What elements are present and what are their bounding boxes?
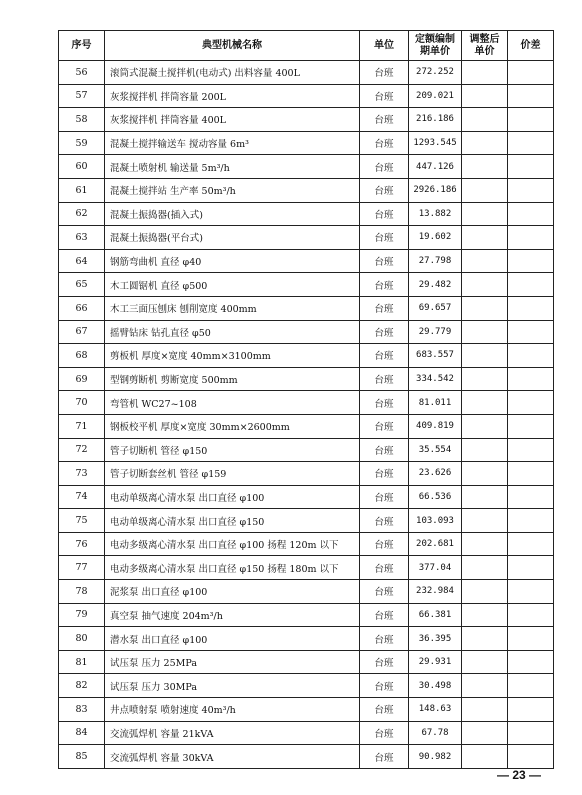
difference-cell [508, 462, 554, 486]
header-name: 典型机械名称 [105, 31, 360, 61]
row-number: 69 [59, 367, 105, 391]
difference-cell [508, 627, 554, 651]
row-number: 76 [59, 532, 105, 556]
base-price-cell: 103.093 [409, 509, 462, 533]
table-row [59, 202, 554, 226]
base-price-cell: 334.542 [409, 367, 462, 391]
row-number: 65 [59, 273, 105, 297]
row-number: 77 [59, 556, 105, 580]
row-number: 57 [59, 84, 105, 108]
difference-cell [508, 603, 554, 627]
machine-name: 木工圆锯机 直径 φ500 [105, 273, 360, 297]
table-row [59, 108, 554, 132]
machine-name: 泥浆泵 出口直径 φ100 [105, 580, 360, 604]
machine-name: 井点喷射泵 喷射速度 40m³/h [105, 698, 360, 722]
difference-cell [508, 698, 554, 722]
table-row [59, 226, 554, 250]
machine-name: 弯管机 WC27~108 [105, 391, 360, 415]
table-row [59, 61, 554, 85]
unit-cell: 台班 [360, 532, 409, 556]
difference-cell [508, 178, 554, 202]
adjusted-price-cell [462, 178, 508, 202]
table-row [59, 367, 554, 391]
unit-cell: 台班 [360, 603, 409, 627]
row-number: 81 [59, 650, 105, 674]
machine-name: 管子切断机 管径 φ150 [105, 438, 360, 462]
unit-cell: 台班 [360, 249, 409, 273]
row-number: 58 [59, 108, 105, 132]
unit-cell: 台班 [360, 61, 409, 85]
adjusted-price-cell [462, 462, 508, 486]
machine-name: 混凝土振捣器(平台式) [105, 226, 360, 250]
header-adj-line1: 调整后 [469, 33, 500, 45]
table-row [59, 178, 554, 202]
row-number: 60 [59, 155, 105, 179]
table-row [59, 273, 554, 297]
table-row [59, 462, 554, 486]
row-number: 75 [59, 509, 105, 533]
base-price-cell: 148.63 [409, 698, 462, 722]
unit-cell: 台班 [360, 84, 409, 108]
machine-name: 交流弧焊机 容量 21kVA [105, 721, 360, 745]
machine-name: 滚筒式混凝土搅拌机(电动式) 出料容量 400L [105, 61, 360, 85]
difference-cell [508, 84, 554, 108]
row-number: 64 [59, 249, 105, 273]
adjusted-price-cell [462, 202, 508, 226]
row-number: 71 [59, 414, 105, 438]
adjusted-price-cell [462, 650, 508, 674]
unit-cell: 台班 [360, 485, 409, 509]
machine-name: 灰浆搅拌机 拌筒容量 400L [105, 108, 360, 132]
table-row [59, 674, 554, 698]
unit-cell: 台班 [360, 580, 409, 604]
unit-cell: 台班 [360, 226, 409, 250]
base-price-cell: 272.252 [409, 61, 462, 85]
base-price-cell: 202.681 [409, 532, 462, 556]
table-row [59, 745, 554, 769]
unit-cell: 台班 [360, 391, 409, 415]
unit-cell: 台班 [360, 320, 409, 344]
table-row [59, 155, 554, 179]
machine-name: 钢筋弯曲机 直径 φ40 [105, 249, 360, 273]
row-number: 85 [59, 745, 105, 769]
machine-name: 试压泵 压力 25MPa [105, 650, 360, 674]
machine-name: 潜水泵 出口直径 φ100 [105, 627, 360, 651]
base-price-cell: 27.798 [409, 249, 462, 273]
adjusted-price-cell [462, 155, 508, 179]
base-price-cell: 19.602 [409, 226, 462, 250]
unit-cell: 台班 [360, 414, 409, 438]
adjusted-price-cell [462, 367, 508, 391]
difference-cell [508, 249, 554, 273]
difference-cell [508, 485, 554, 509]
base-price-cell: 90.982 [409, 745, 462, 769]
table-row [59, 650, 554, 674]
row-number: 67 [59, 320, 105, 344]
base-price-cell: 13.882 [409, 202, 462, 226]
table-row [59, 320, 554, 344]
base-price-cell: 29.931 [409, 650, 462, 674]
row-number: 68 [59, 344, 105, 368]
adjusted-price-cell [462, 627, 508, 651]
unit-cell: 台班 [360, 438, 409, 462]
unit-cell: 台班 [360, 509, 409, 533]
adjusted-price-cell [462, 131, 508, 155]
machine-name: 管子切断套丝机 管径 φ159 [105, 462, 360, 486]
difference-cell [508, 131, 554, 155]
row-number: 63 [59, 226, 105, 250]
adjusted-price-cell [462, 249, 508, 273]
base-price-cell: 67.78 [409, 721, 462, 745]
base-price-cell: 35.554 [409, 438, 462, 462]
table-row [59, 84, 554, 108]
adjusted-price-cell [462, 273, 508, 297]
unit-cell: 台班 [360, 745, 409, 769]
machine-name: 剪板机 厚度×宽度 40mm×3100mm [105, 344, 360, 368]
header-price-line2: 期单价 [420, 45, 450, 57]
base-price-cell: 30.498 [409, 674, 462, 698]
difference-cell [508, 509, 554, 533]
machine-name: 试压泵 压力 30MPa [105, 674, 360, 698]
row-number: 79 [59, 603, 105, 627]
row-number: 61 [59, 178, 105, 202]
adjusted-price-cell [462, 580, 508, 604]
difference-cell [508, 108, 554, 132]
base-price-cell: 216.186 [409, 108, 462, 132]
difference-cell [508, 414, 554, 438]
row-number: 74 [59, 485, 105, 509]
table-row [59, 249, 554, 273]
difference-cell [508, 202, 554, 226]
adjusted-price-cell [462, 509, 508, 533]
machine-name: 电动单级离心清水泵 出口直径 φ150 [105, 509, 360, 533]
machine-name: 摇臂钻床 钻孔直径 φ50 [105, 320, 360, 344]
unit-cell: 台班 [360, 202, 409, 226]
base-price-cell: 209.021 [409, 84, 462, 108]
adjusted-price-cell [462, 485, 508, 509]
row-number: 73 [59, 462, 105, 486]
unit-cell: 台班 [360, 178, 409, 202]
header-adj-line2: 单价 [474, 45, 495, 57]
table-row [59, 391, 554, 415]
difference-cell [508, 273, 554, 297]
base-price-cell: 36.395 [409, 627, 462, 651]
unit-cell: 台班 [360, 296, 409, 320]
base-price-cell: 81.011 [409, 391, 462, 415]
unit-cell: 台班 [360, 556, 409, 580]
machine-name: 交流弧焊机 容量 30kVA [105, 745, 360, 769]
difference-cell [508, 61, 554, 85]
base-price-cell: 66.536 [409, 485, 462, 509]
base-price-cell: 447.126 [409, 155, 462, 179]
base-price-cell: 29.779 [409, 320, 462, 344]
unit-cell: 台班 [360, 344, 409, 368]
unit-cell: 台班 [360, 155, 409, 179]
difference-cell [508, 367, 554, 391]
difference-cell [508, 226, 554, 250]
adjusted-price-cell [462, 721, 508, 745]
unit-cell: 台班 [360, 650, 409, 674]
unit-cell: 台班 [360, 698, 409, 722]
header-price-line1: 定额编制 [415, 33, 455, 45]
table-row [59, 721, 554, 745]
adjusted-price-cell [462, 556, 508, 580]
adjusted-price-cell [462, 532, 508, 556]
difference-cell [508, 556, 554, 580]
unit-cell: 台班 [360, 462, 409, 486]
adjusted-price-cell [462, 320, 508, 344]
adjusted-price-cell [462, 603, 508, 627]
table-row [59, 698, 554, 722]
unit-cell: 台班 [360, 721, 409, 745]
machine-name: 混凝土搅拌输送车 搅动容量 6m³ [105, 131, 360, 155]
row-number: 82 [59, 674, 105, 698]
unit-cell: 台班 [360, 674, 409, 698]
adjusted-price-cell [462, 391, 508, 415]
table-row [59, 485, 554, 509]
machine-name: 型钢剪断机 剪断宽度 500mm [105, 367, 360, 391]
header-unit: 单位 [360, 31, 409, 61]
adjusted-price-cell [462, 745, 508, 769]
table-row [59, 438, 554, 462]
row-number: 56 [59, 61, 105, 85]
base-price-cell: 23.626 [409, 462, 462, 486]
table-row [59, 580, 554, 604]
adjusted-price-cell [462, 674, 508, 698]
table-row [59, 556, 554, 580]
difference-cell [508, 155, 554, 179]
unit-cell: 台班 [360, 627, 409, 651]
table-row [59, 627, 554, 651]
unit-cell: 台班 [360, 131, 409, 155]
row-number: 83 [59, 698, 105, 722]
machine-name: 钢板校平机 厚度×宽度 30mm×2600mm [105, 414, 360, 438]
machine-name: 真空泵 抽气速度 204m³/h [105, 603, 360, 627]
adjusted-price-cell [462, 84, 508, 108]
header-difference: 价差 [508, 31, 554, 61]
adjusted-price-cell [462, 108, 508, 132]
machine-name: 灰浆搅拌机 拌筒容量 200L [105, 84, 360, 108]
difference-cell [508, 438, 554, 462]
adjusted-price-cell [462, 438, 508, 462]
header-no: 序号 [59, 31, 105, 61]
table-row [59, 603, 554, 627]
difference-cell [508, 721, 554, 745]
table-row [59, 131, 554, 155]
base-price-cell: 409.819 [409, 414, 462, 438]
unit-cell: 台班 [360, 108, 409, 132]
machine-name: 电动单级离心清水泵 出口直径 φ100 [105, 485, 360, 509]
difference-cell [508, 344, 554, 368]
machine-name: 混凝土喷射机 输送量 5m³/h [105, 155, 360, 179]
header-adjusted-price [462, 31, 508, 61]
difference-cell [508, 650, 554, 674]
machine-name: 电动多级离心清水泵 出口直径 φ100 扬程 120m 以下 [105, 532, 360, 556]
row-number: 59 [59, 131, 105, 155]
adjusted-price-cell [462, 698, 508, 722]
row-number: 78 [59, 580, 105, 604]
table-row [59, 509, 554, 533]
machine-name: 木工三面压刨床 刨削宽度 400mm [105, 296, 360, 320]
adjusted-price-cell [462, 296, 508, 320]
adjusted-price-cell [462, 61, 508, 85]
base-price-cell: 29.482 [409, 273, 462, 297]
table-body [59, 61, 554, 769]
table-row [59, 414, 554, 438]
machine-name: 混凝土搅拌站 生产率 50m³/h [105, 178, 360, 202]
difference-cell [508, 745, 554, 769]
row-number: 62 [59, 202, 105, 226]
adjusted-price-cell [462, 226, 508, 250]
base-price-cell: 683.557 [409, 344, 462, 368]
header-price [409, 31, 462, 61]
difference-cell [508, 391, 554, 415]
page-number: — 23 — [497, 768, 542, 782]
machinery-price-table [58, 30, 554, 769]
base-price-cell: 377.04 [409, 556, 462, 580]
difference-cell [508, 320, 554, 344]
row-number: 72 [59, 438, 105, 462]
machine-name: 混凝土振捣器(插入式) [105, 202, 360, 226]
row-number: 66 [59, 296, 105, 320]
table-row [59, 344, 554, 368]
adjusted-price-cell [462, 344, 508, 368]
base-price-cell: 232.984 [409, 580, 462, 604]
row-number: 84 [59, 721, 105, 745]
base-price-cell: 69.657 [409, 296, 462, 320]
row-number: 80 [59, 627, 105, 651]
base-price-cell: 1293.545 [409, 131, 462, 155]
machine-name: 电动多级离心清水泵 出口直径 φ150 扬程 180m 以下 [105, 556, 360, 580]
table-row [59, 296, 554, 320]
unit-cell: 台班 [360, 273, 409, 297]
table-row [59, 532, 554, 556]
base-price-cell: 2926.186 [409, 178, 462, 202]
difference-cell [508, 674, 554, 698]
difference-cell [508, 296, 554, 320]
difference-cell [508, 580, 554, 604]
adjusted-price-cell [462, 414, 508, 438]
base-price-cell: 66.381 [409, 603, 462, 627]
unit-cell: 台班 [360, 367, 409, 391]
row-number: 70 [59, 391, 105, 415]
difference-cell [508, 532, 554, 556]
table-header-row [59, 31, 554, 61]
